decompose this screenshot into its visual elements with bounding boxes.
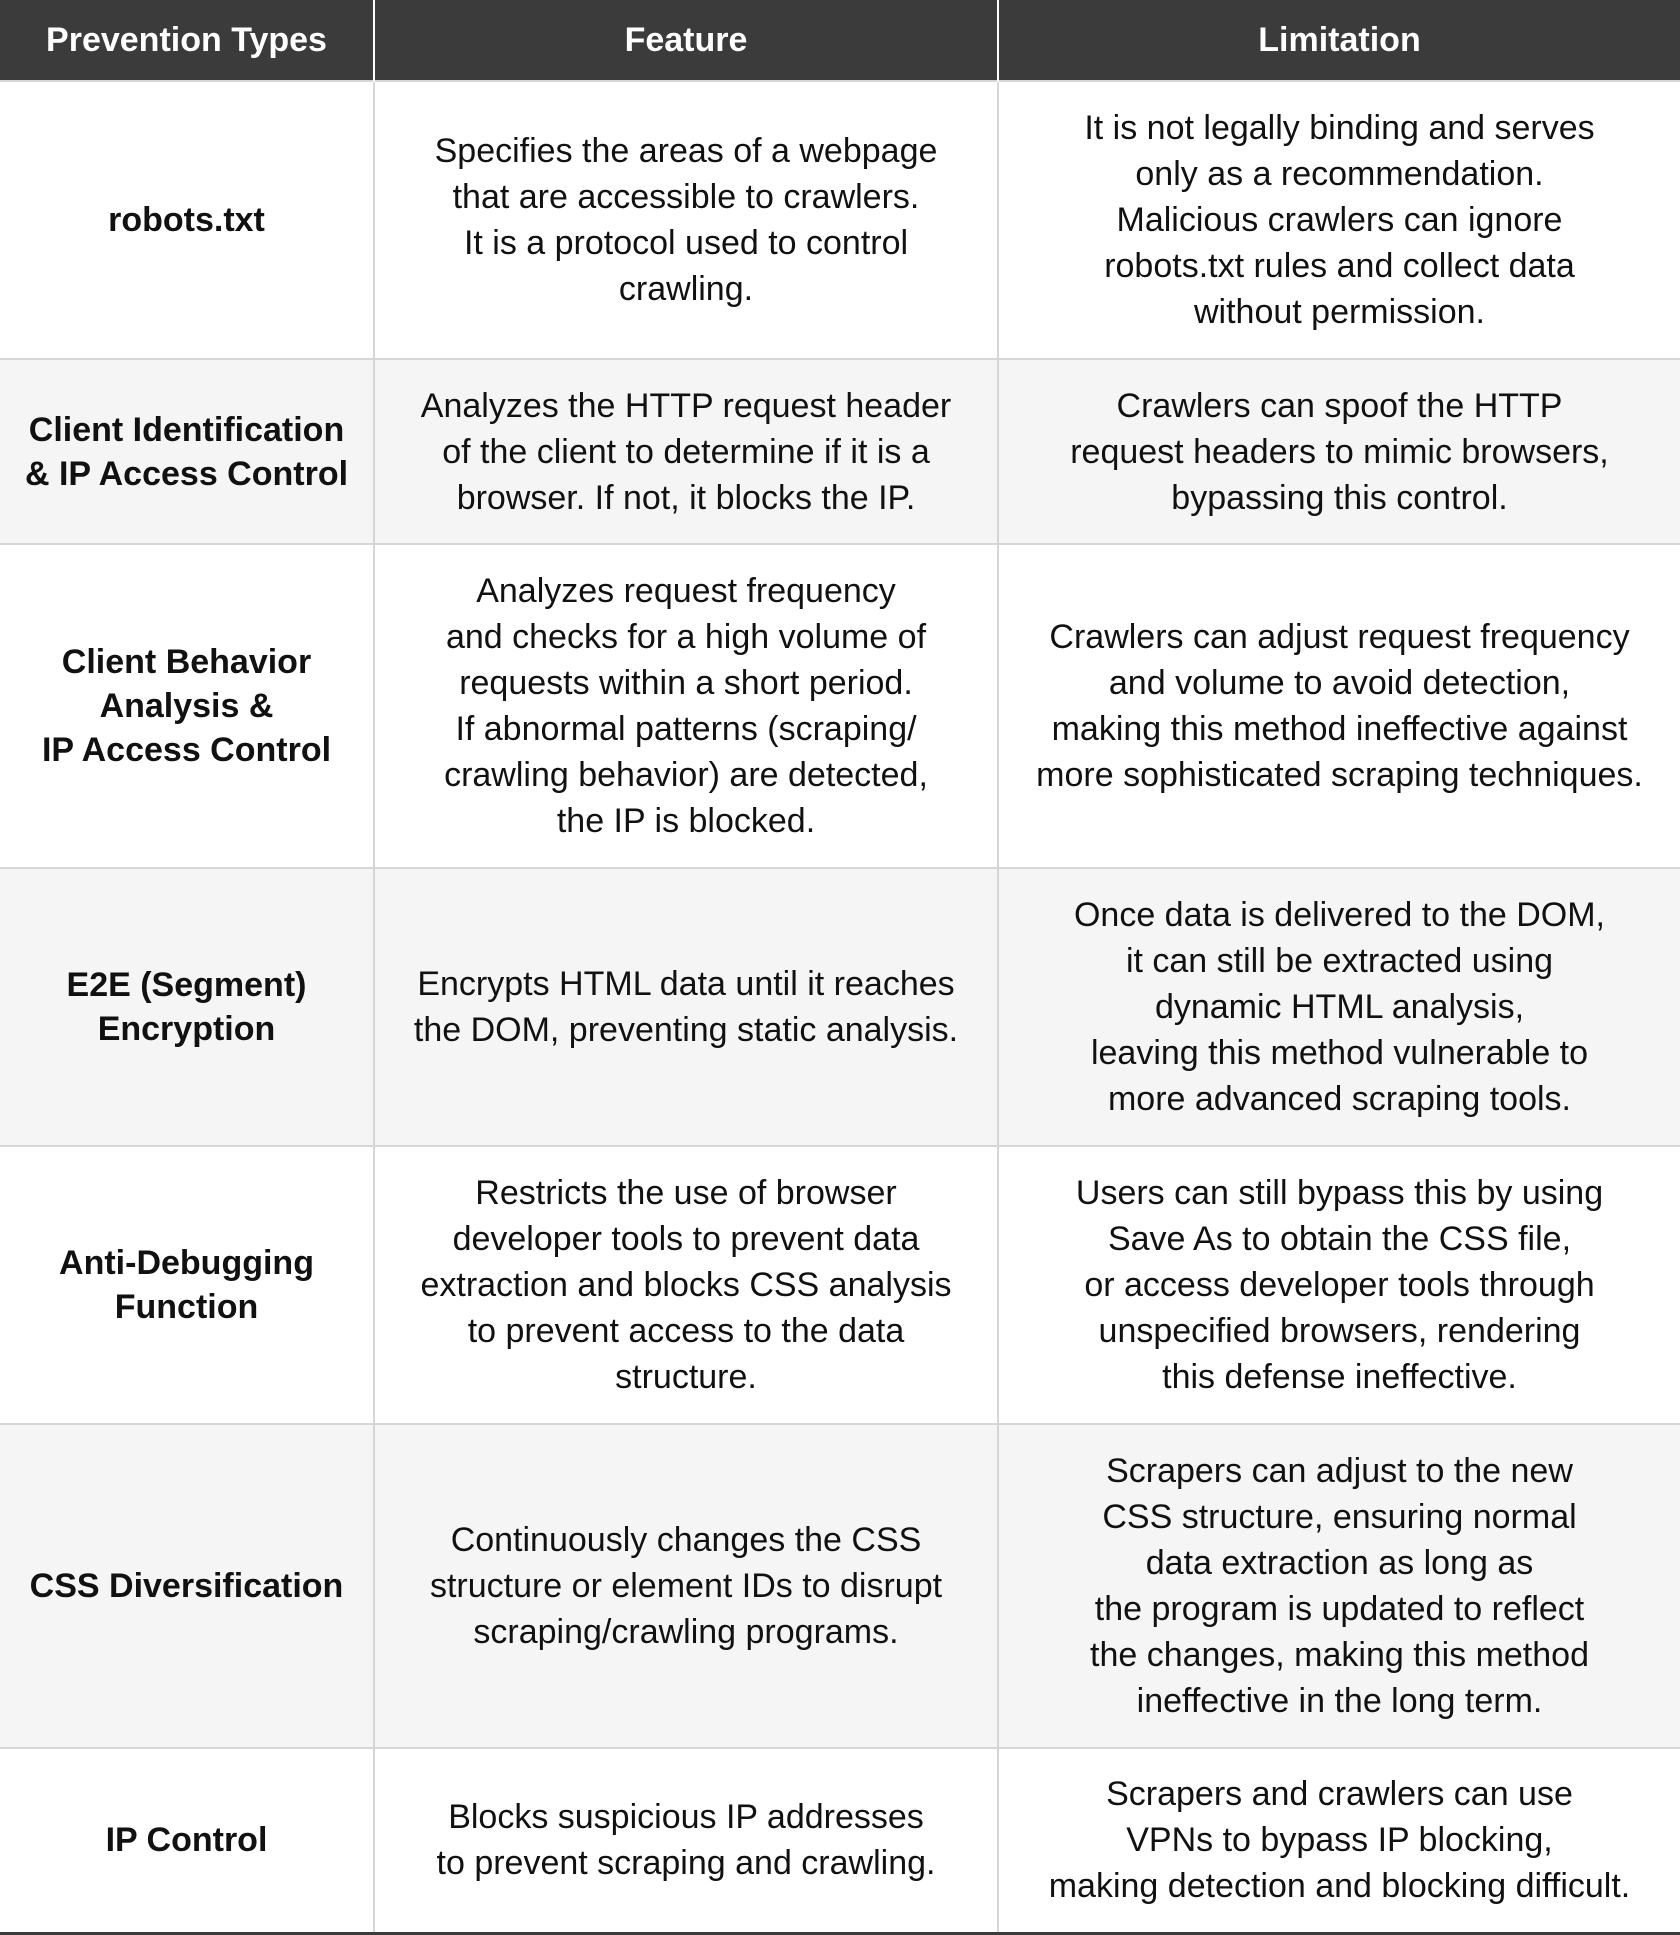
table-row — [0, 1424, 1680, 1748]
limitation-text: It is not legally binding and serves only as a recommendation. Malicious crawlers can ignore robots.txt rules and collect data without permission. — [1084, 109, 1595, 331]
feature-cell — [374, 81, 998, 359]
feature-text: Analyzes request frequency and checks for a high volume of requests within a short period. If abnormal patterns (scraping/ crawling behavior) are detected, the IP is blocked. — [444, 572, 928, 840]
limitation-text: Users can still bypass this by using Save As to obtain the CSS file, or access developer tools through unspecified browsers, rendering this defense ineffective. — [1075, 1174, 1604, 1396]
table-row — [0, 1146, 1680, 1424]
feature-text: Continuously changes the CSS structure or element IDs to disrupt scraping/crawling programs. — [429, 1521, 943, 1651]
table-header — [0, 0, 1680, 81]
limitation-cell — [998, 1424, 1680, 1748]
limitation-cell — [998, 81, 1680, 359]
limitation-cell — [998, 1146, 1680, 1424]
header-prevention-types: Prevention Types — [0, 0, 374, 81]
prevention-type: CSS Diversification — [29, 1567, 344, 1605]
feature-text: Restricts the use of browser developer tools to prevent data extraction and blocks CSS analysis to prevent access to the data structure. — [420, 1174, 952, 1396]
prevention-type-cell — [0, 81, 374, 359]
prevention-type-cell — [0, 1424, 374, 1748]
prevention-type-cell — [0, 1146, 374, 1424]
table-row — [0, 359, 1680, 544]
limitation-text: Once data is delivered to the DOM, it can still be extracted using dynamic HTML analysis, leaving this method vulnerable to more advanced scraping tools. — [1073, 896, 1606, 1118]
prevention-type: E2E (Segment) Encryption — [66, 966, 307, 1048]
feature-cell — [374, 359, 998, 544]
prevention-type-cell — [0, 868, 374, 1146]
limitation-text: Scrapers and crawlers can use VPNs to bypass IP blocking, making detection and blocking difficult. — [1048, 1775, 1631, 1906]
header-row — [0, 0, 1680, 81]
feature-cell — [374, 1748, 998, 1933]
limitation-cell — [998, 1748, 1680, 1933]
feature-text: Specifies the areas of a webpage that are accessible to crawlers. It is a protocol used to control crawling. — [434, 132, 938, 308]
prevention-type: robots.txt — [108, 201, 265, 239]
prevention-type: Client Identification & IP Access Control — [24, 410, 349, 493]
limitation-cell — [998, 359, 1680, 544]
limitation-cell — [998, 868, 1680, 1146]
limitation-text: Crawlers can adjust request frequency and volume to avoid detection, making this method ineffective against more sophisticated scraping techniques. — [1036, 618, 1643, 794]
table-body — [0, 81, 1680, 1933]
prevention-type: Anti-Debugging Function — [59, 1244, 314, 1326]
table-row — [0, 1748, 1680, 1933]
feature-cell — [374, 868, 998, 1146]
table-row — [0, 868, 1680, 1146]
prevention-type-cell — [0, 359, 374, 544]
limitation-text: Scrapers can adjust to the new CSS structure, ensuring normal data extraction as long as the program is updated to reflect the changes, making this method ineffective in the long term. — [1090, 1452, 1589, 1720]
table-row — [0, 544, 1680, 868]
feature-text: Blocks suspicious IP addresses to prevent scraping and crawling. — [436, 1798, 936, 1883]
prevention-type-cell — [0, 544, 374, 868]
prevention-type: Client Behavior Analysis & IP Access Control — [41, 643, 332, 769]
limitation-text: Crawlers can spoof the HTTP request headers to mimic browsers, bypassing this control. — [1070, 386, 1609, 517]
feature-cell — [374, 544, 998, 868]
feature-text: Encrypts HTML data until it reaches the DOM, preventing static analysis. — [413, 965, 959, 1049]
header-feature: Feature — [374, 0, 998, 81]
feature-cell — [374, 1146, 998, 1424]
table-row — [0, 81, 1680, 359]
prevention-type-cell — [0, 1748, 374, 1933]
limitation-cell — [998, 544, 1680, 868]
feature-cell — [374, 1424, 998, 1748]
header-limitation: Limitation — [998, 0, 1680, 81]
prevention-type: IP Control — [105, 1821, 268, 1860]
feature-text: Analyzes the HTTP request header of the client to determine if it is a browser. If not, it blocks the IP. — [420, 386, 952, 517]
